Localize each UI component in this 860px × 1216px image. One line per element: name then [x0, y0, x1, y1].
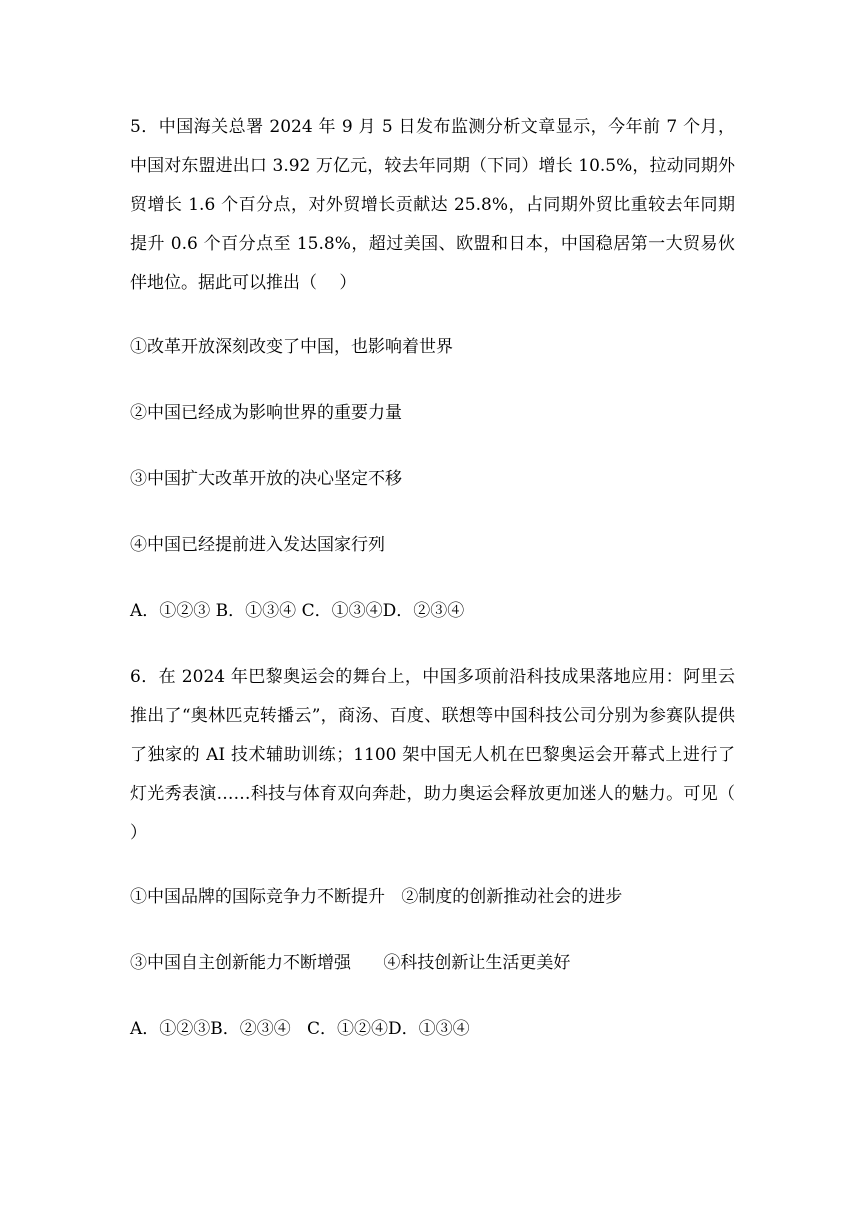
question-6-option-row-1: ①中国品牌的国际竞争力不断提升 ②制度的创新推动社会的进步	[130, 887, 623, 907]
question-5-stem: 5．中国海关总署 2024 年 9 月 5 日发布监测分析文章显示，今年前 7 个月，中国对东盟进出口 3.92 万亿元，较去年同期（下同）增长 10.5%，拉动同期外贸增长 1.6 个百分点，对外贸增长贡献达 25.8%，占同期外贸比重较去年同期提升 0.6 个百分点至 15.8%，超过美国、欧盟和日本，中国稳居第一大贸易伙伴地位。据此可以推出（ ）	[130, 117, 735, 293]
question-5-option-3: ③中国扩大改革开放的决心坚定不移	[130, 469, 402, 489]
question-5-option-4: ④中国已经提前进入发达国家行列	[130, 535, 385, 555]
question-5-option-2: ②中国已经成为影响世界的重要力量	[130, 403, 402, 423]
question-5-option-1: ①改革开放深刻改变了中国，也影响着世界	[130, 337, 453, 357]
question-6-option-row-2: ③中国自主创新能力不断增强 ④科技创新让生活更美好	[130, 953, 571, 973]
question-5	[130, 108, 735, 631]
document-body	[130, 108, 758, 1076]
question-5-choices: A．①②③ B．①③④ C．①③④D．②③④	[130, 601, 465, 621]
question-6-choices: A．①②③B．②③④ C．①②④D．①③④	[130, 1019, 470, 1039]
question-6-stem: 6．在 2024 年巴黎奥运会的舞台上，中国多项前沿科技成果落地应用：阿里云推出了“奥林匹克转播云”，商汤、百度、联想等中国科技公司分别为参赛队提供了独家的 AI 技术辅助训练；1100 架中国无人机在巴黎奥运会开幕式上进行了灯光秀表演……科技与体育双向奔赴，助力奥运会释放更加迷人的魅力。可见（ ）	[130, 667, 758, 843]
question-6	[130, 658, 758, 1049]
